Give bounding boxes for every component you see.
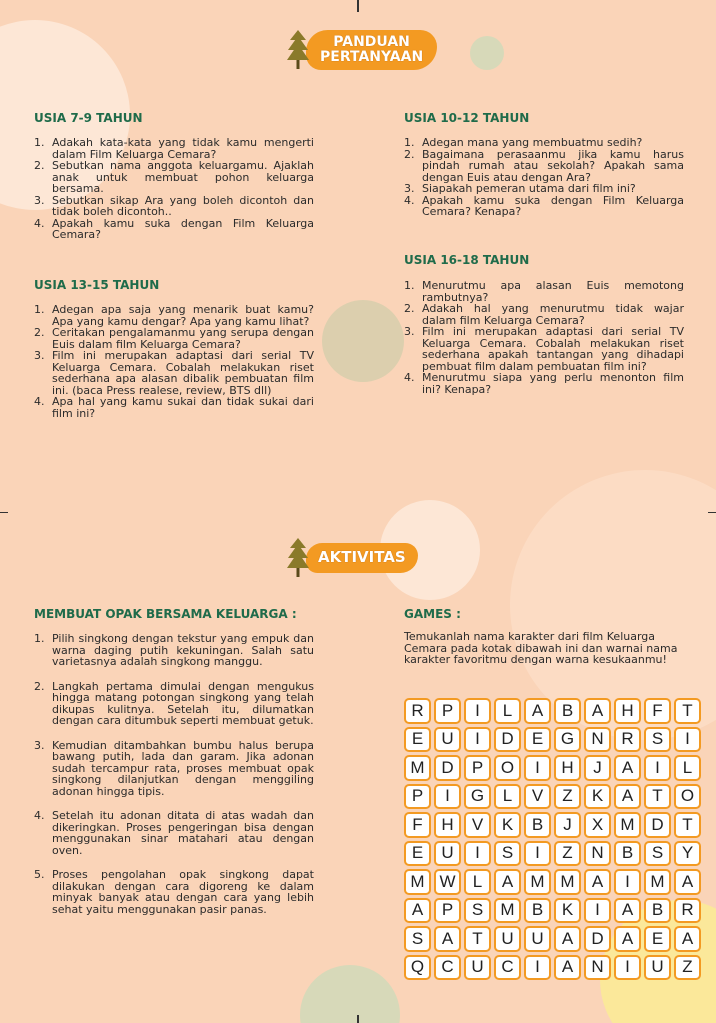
bg-circle [300, 965, 400, 1023]
grid-cell[interactable]: L [674, 755, 701, 781]
panduan-badge [286, 28, 437, 72]
grid-cell[interactable]: C [494, 955, 521, 981]
grid-cell[interactable]: E [404, 727, 431, 753]
age-group-title: USIA 13-15 TAHUN [34, 278, 160, 292]
grid-cell[interactable]: A [614, 898, 641, 924]
grid-cell[interactable]: L [494, 698, 521, 724]
grid-cell[interactable]: U [524, 926, 551, 952]
grid-cell[interactable]: O [494, 755, 521, 781]
crop-mark [0, 512, 8, 513]
grid-cell[interactable]: V [464, 812, 491, 838]
crop-mark [708, 512, 716, 513]
grid-cell[interactable]: R [404, 698, 431, 724]
age-group-title: USIA 7-9 TAHUN [34, 111, 143, 125]
grid-cell[interactable]: W [434, 869, 461, 895]
grid-cell[interactable]: R [614, 727, 641, 753]
aktivitas-badge [286, 536, 418, 580]
grid-cell[interactable]: T [644, 784, 671, 810]
grid-cell[interactable]: S [644, 727, 671, 753]
list-item: 2. Bagaimana perasaanmu jika kamu harus pindah rumah atau sekolah? Apakah sama dengan Euis atau dengan Ara? [404, 147, 684, 184]
grid-cell[interactable]: E [524, 727, 551, 753]
word-search-grid [404, 698, 701, 980]
grid-cell[interactable]: X [584, 812, 611, 838]
list-item: 3. Kemudian ditambahkan bumbu halus berupa bawang putih, lada dan garam. Jika adonan sudah tercampur rata, proses membuat opak singkong dilanjutkan dengan menggiling adonan hingga tipis. [34, 738, 314, 798]
grid-cell[interactable]: A [434, 926, 461, 952]
grid-cell[interactable]: D [584, 926, 611, 952]
grid-cell[interactable]: B [524, 812, 551, 838]
grid-cell[interactable]: B [554, 698, 581, 724]
list-item: 5. Proses pengolahan opak singkong dapat dilakukan dengan cara digoreng ke dalam minyak banyak atau dengan cara yang lebih sehat yaitu menggunakan pasir panas. [34, 868, 314, 916]
grid-cell[interactable]: G [464, 784, 491, 810]
grid-cell[interactable]: V [524, 784, 551, 810]
aktivitas-label: AKTIVITAS [306, 543, 418, 573]
grid-cell[interactable]: T [674, 698, 701, 724]
grid-cell[interactable]: I [674, 727, 701, 753]
grid-cell[interactable]: N [584, 841, 611, 867]
list-item: 1. Adakah kata-kata yang tidak kamu mengerti dalam Film Keluarga Cemara? [34, 136, 314, 161]
grid-cell[interactable]: J [584, 755, 611, 781]
grid-cell[interactable]: A [554, 926, 581, 952]
grid-cell[interactable]: D [434, 755, 461, 781]
grid-cell[interactable]: A [404, 898, 431, 924]
question-list [34, 137, 314, 241]
grid-cell[interactable]: D [494, 727, 521, 753]
grid-cell[interactable]: A [674, 869, 701, 895]
crop-mark [357, 1015, 359, 1023]
games-intro: Temukanlah nama karakter dari film Keluarga Cemara pada kotak dibawah ini dan warnai nama karakter favoritmu dengan warna kesukaanmu! [404, 630, 678, 666]
grid-cell[interactable]: A [584, 869, 611, 895]
list-item: 2. Sebutkan nama anggota keluargamu. Ajaklah anak untuk membuat pohon keluarga bersama. [34, 159, 314, 195]
list-item: 1. Adegan mana yang membuatmu sedih? [404, 136, 643, 149]
list-item: 4. Menurutmu siapa yang perlu menonton film ini? Kenapa? [404, 371, 684, 396]
grid-cell[interactable]: M [404, 869, 431, 895]
grid-cell[interactable]: A [674, 926, 701, 952]
list-item: 3. Siapakah pemeran utama dari film ini? [404, 182, 636, 195]
list-item: 4. Apa hal yang kamu sukai dan tidak sukai dari film ini? [34, 395, 314, 420]
grid-cell[interactable]: F [404, 812, 431, 838]
grid-cell[interactable]: T [674, 812, 701, 838]
grid-cell[interactable]: D [644, 812, 671, 838]
grid-cell[interactable]: I [644, 755, 671, 781]
grid-cell[interactable]: I [464, 727, 491, 753]
list-item: 3. Sebutkan sikap Ara yang boleh dicontoh dan tidak boleh dicontoh.. [34, 193, 314, 218]
grid-cell[interactable]: P [404, 784, 431, 810]
grid-cell[interactable]: E [404, 841, 431, 867]
pine-tree-icon [286, 536, 310, 580]
grid-cell[interactable]: B [614, 841, 641, 867]
bg-circle [322, 300, 404, 382]
question-list [404, 280, 684, 395]
grid-cell[interactable]: Z [674, 955, 701, 981]
grid-cell[interactable]: K [554, 898, 581, 924]
grid-cell[interactable]: P [434, 898, 461, 924]
grid-cell[interactable]: I [524, 755, 551, 781]
question-list [34, 304, 314, 419]
grid-cell[interactable]: Z [554, 841, 581, 867]
grid-cell[interactable]: M [524, 869, 551, 895]
list-item: 1. Adegan apa saja yang menarik buat kamu? Apa yang kamu dengar? Apa yang kamu lihat? [34, 303, 314, 328]
grid-cell[interactable]: M [404, 755, 431, 781]
list-item: 2. Adakah hal yang menurutmu tidak wajar dalam film Keluarga Cemara? [404, 302, 684, 327]
grid-cell[interactable]: C [434, 955, 461, 981]
list-item: 4. Apakah kamu suka dengan Film Keluarga Cemara? Kenapa? [404, 193, 684, 218]
age-group-title: USIA 16-18 TAHUN [404, 253, 530, 267]
grid-cell[interactable]: Y [674, 841, 701, 867]
grid-cell[interactable]: I [524, 955, 551, 981]
grid-cell[interactable]: L [494, 784, 521, 810]
grid-cell[interactable]: I [614, 869, 641, 895]
crop-mark [357, 0, 359, 12]
grid-cell[interactable]: T [464, 926, 491, 952]
recipe-title: MEMBUAT OPAK BERSAMA KELUARGA : [34, 607, 297, 621]
grid-cell[interactable]: M [554, 869, 581, 895]
grid-cell[interactable]: G [554, 727, 581, 753]
list-item: 3. Film ini merupakan adaptasi dari serial TV Keluarga Cemara. Cobalah melakukan riset sederhana apakah tantangan yang dihadapi pembuat film dalam pembuatan film ini? [404, 325, 684, 373]
grid-cell[interactable]: A [524, 698, 551, 724]
grid-cell[interactable]: I [584, 898, 611, 924]
list-item: 2. Langkah pertama dimulai dengan mengukus hingga matang potongan singkong yang telah dikupas kulitnya. Setelah itu, dilumatkan dengan cara ditumbuk seperti membuat getuk. [34, 679, 314, 727]
grid-cell[interactable]: I [524, 841, 551, 867]
grid-cell[interactable]: P [464, 755, 491, 781]
grid-cell[interactable]: Z [554, 784, 581, 810]
grid-cell[interactable]: P [434, 698, 461, 724]
grid-cell[interactable]: E [644, 926, 671, 952]
age-group-title: USIA 10-12 TAHUN [404, 111, 530, 125]
grid-cell[interactable]: L [464, 869, 491, 895]
grid-cell[interactable]: J [554, 812, 581, 838]
grid-cell[interactable]: U [644, 955, 671, 981]
grid-cell[interactable]: S [494, 841, 521, 867]
panduan-line2: PERTANYAAN [320, 49, 424, 65]
grid-cell[interactable]: S [464, 898, 491, 924]
grid-cell[interactable]: R [674, 898, 701, 924]
grid-cell[interactable]: M [644, 869, 671, 895]
grid-cell[interactable]: S [644, 841, 671, 867]
grid-cell[interactable]: Q [404, 955, 431, 981]
panduan-label [306, 30, 437, 69]
games-title: GAMES : [404, 607, 461, 621]
grid-cell[interactable]: U [434, 841, 461, 867]
grid-cell[interactable]: U [464, 955, 491, 981]
grid-cell[interactable]: K [584, 784, 611, 810]
grid-cell[interactable]: A [554, 955, 581, 981]
list-item: 1. Menurutmu apa alasan Euis memotong rambutnya? [404, 279, 684, 304]
grid-cell[interactable]: M [494, 898, 521, 924]
question-list [404, 137, 684, 218]
list-item: 4. Setelah itu adonan ditata di atas wadah dan dikeringkan. Proses pengeringan bisa dengan menggunakan sinar matahari atau dengan oven. [34, 809, 314, 857]
grid-cell[interactable]: A [614, 926, 641, 952]
bg-circle [470, 36, 504, 70]
grid-cell[interactable]: I [464, 841, 491, 867]
grid-cell[interactable]: A [494, 869, 521, 895]
grid-cell[interactable]: N [584, 955, 611, 981]
grid-cell[interactable]: K [494, 812, 521, 838]
grid-cell[interactable]: H [554, 755, 581, 781]
panduan-line1: PANDUAN [333, 34, 410, 51]
grid-cell[interactable]: U [434, 727, 461, 753]
grid-cell[interactable]: A [614, 784, 641, 810]
grid-cell[interactable]: H [434, 812, 461, 838]
list-item: 1. Pilih singkong dengan tekstur yang empuk dan warna daging putih kekuningan. Salah satu varietasnya adalah singkong manggu. [34, 632, 314, 668]
grid-cell[interactable]: H [614, 698, 641, 724]
grid-cell[interactable]: I [614, 955, 641, 981]
list-item: 3. Film ini merupakan adaptasi dari serial TV Keluarga Cemara. Cobalah melakukan riset sederhana apa alasan dibalik pembuatan film ini. (baca Press realese, review, BTS dll) [34, 349, 314, 397]
grid-cell[interactable]: B [524, 898, 551, 924]
list-item: 4. Apakah kamu suka dengan Film Keluarga Cemara? [34, 216, 314, 241]
grid-cell[interactable]: B [644, 898, 671, 924]
grid-cell[interactable]: M [614, 812, 641, 838]
recipe-steps [34, 633, 314, 928]
pine-tree-icon [286, 28, 310, 72]
grid-cell[interactable]: A [614, 755, 641, 781]
grid-cell[interactable]: I [434, 784, 461, 810]
grid-cell[interactable]: O [674, 784, 701, 810]
grid-cell[interactable]: S [404, 926, 431, 952]
grid-cell[interactable]: N [584, 727, 611, 753]
grid-cell[interactable]: F [644, 698, 671, 724]
list-item: 2. Ceritakan pengalamanmu yang serupa dengan Euis dalam film Keluarga Cemara? [34, 326, 314, 351]
grid-cell[interactable]: U [494, 926, 521, 952]
grid-cell[interactable]: A [584, 698, 611, 724]
grid-cell[interactable]: I [464, 698, 491, 724]
